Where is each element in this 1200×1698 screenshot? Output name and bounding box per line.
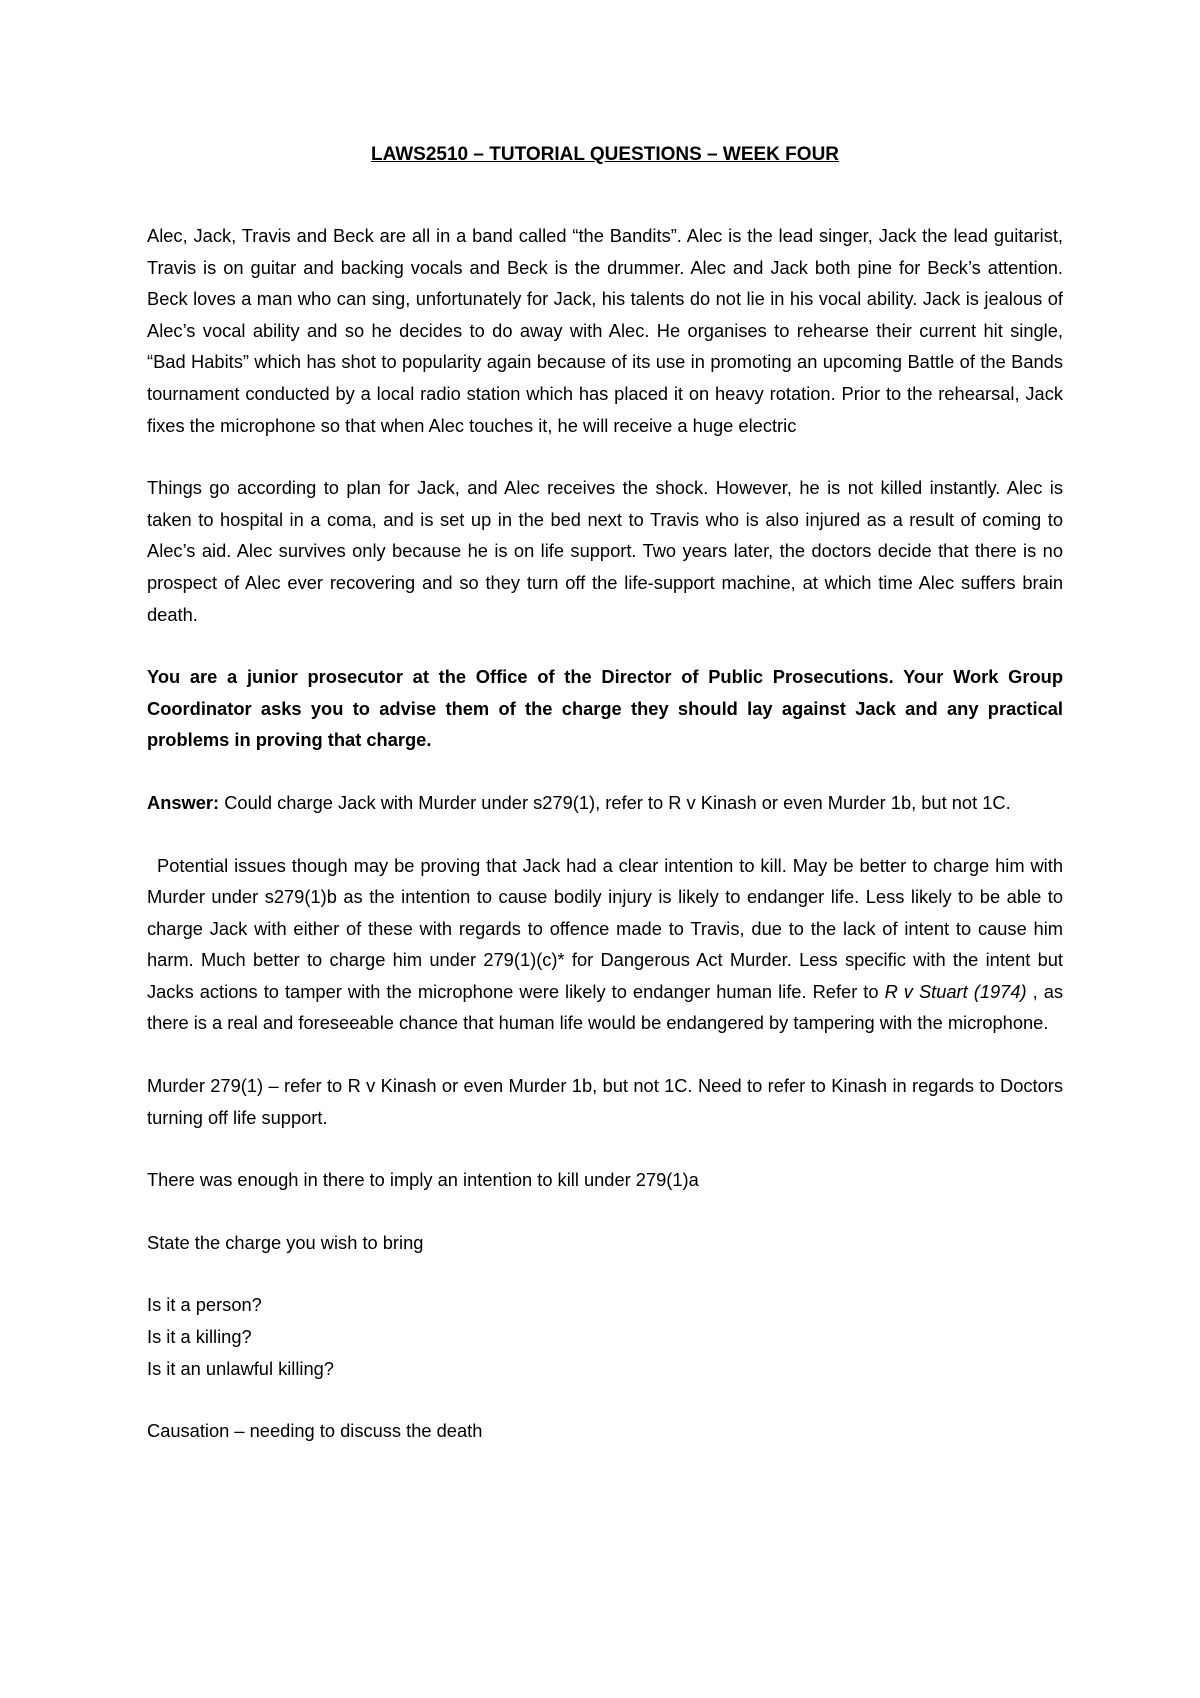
checklist-item: Is it an unlawful killing?	[147, 1357, 334, 1379]
analysis-text-part2: , as there is a real and foreseeable chance that human life would be endangered by tampering with the microphone.	[147, 980, 1063, 1034]
scenario-paragraph-1: Alec, Jack, Travis and Beck are all in a band called “the Bandits”. Alec is the lead singer, Jack the lead guitarist, Travis is on guitar and backing vocals and Beck is the drummer. Alec and Jack both pine for Beck’s attention. Beck loves a man who can sing, unfortunately for Jack, his talents do not lie in his vocal ability. Jack is jealous of Alec’s vocal ability and so he decides to do away with Alec. He organises to rehearse their current hit single, “Bad Habits” which has shot to popularity again because of its use in promoting an upcoming Battle of the Bands tournament conducted by a local radio station which has placed it on heavy rotation. Prior to the rehearsal, Jack fixes the microphone so that when Alec touches it, he will receive a huge electric	[147, 225, 1063, 436]
answer-label: Answer:	[147, 791, 220, 813]
document-title: LAWS2510 – TUTORIAL QUESTIONS – WEEK FOUR	[370, 144, 840, 165]
answer-text: Could charge Jack with Murder under s279(1), refer to R v Kinash or even Murder 1b, but not 1C.	[219, 791, 1011, 813]
answer-paragraph	[147, 787, 1063, 819]
scenario-paragraph-2: Things go according to plan for Jack, and Alec receives the shock. However, he is not killed instantly. Alec is taken to hospital in a coma, and is set up in the bed next to Travis who is also injured as a result of coming to Alec’s aid. Alec survives only because he is on life support. Two years later, the doctors decide that there is no prospect of Alec ever recovering and so they turn off the life-support machine, at which time Alec suffers brain death.	[147, 477, 1063, 625]
charge-paragraph: State the charge you wish to bring	[147, 1231, 424, 1253]
case-citation: R v Stuart (1974)	[884, 980, 1027, 1002]
checklist	[147, 1289, 1063, 1384]
intention-paragraph: There was enough in there to imply an intention to kill under 279(1)a	[147, 1169, 699, 1191]
kinash-paragraph: Murder 279(1) – refer to R v Kinash or even Murder 1b, but not 1C. Need to refer to Kinash in regards to Doctors turning off life support.	[147, 1075, 1063, 1128]
checklist-item: Is it a killing?	[147, 1326, 252, 1348]
checklist-item: Is it a person?	[147, 1294, 262, 1316]
question-paragraph: You are a junior prosecutor at the Office of the Director of Public Prosecutions. Your Work Group Coordinator asks you to advise them of the charge they should lay against Jack and any practical problems in proving that charge.	[147, 666, 1063, 751]
causation-paragraph: Causation – needing to discuss the death	[147, 1420, 483, 1442]
analysis-text-part1: Potential issues though may be proving that Jack had a clear intention to kill. May be better to charge him with Murder under s279(1)b as the intention to cause bodily injury is likely to endanger life. Less likely to be able to charge Jack with either of these with regards to offence made to Travis, due to the lack of intent to cause him harm. Much better to charge him under 279(1)(c)* for Dangerous Act Murder. Less specific with the intent but Jacks actions to tamper with the microphone were likely to endanger human life. Refer to	[147, 854, 1063, 1002]
analysis-paragraph	[147, 850, 1063, 1040]
